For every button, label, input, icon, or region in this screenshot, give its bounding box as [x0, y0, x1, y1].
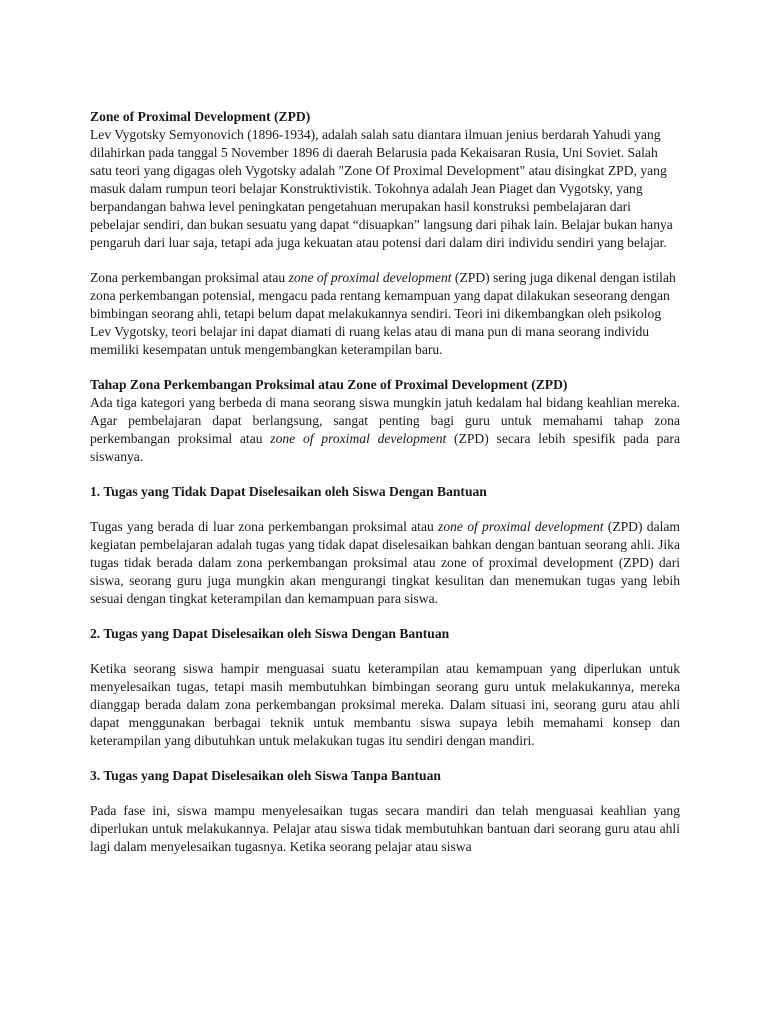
text-run: Ada tiga kategori yang berbeda di mana seorang siswa mungkin jatuh kedalam hal bidang keahlian mereka. Agar pembelajaran dapat berlangsung, sangat penting bagi guru untuk memahami tahap zona perkembangan proksimal atau — [90, 395, 680, 446]
item3-heading: 3. Tugas yang Dapat Diselesaikan oleh Siswa Tanpa Bantuan — [90, 768, 441, 783]
text-run: Zona perkembangan proksimal atau — [90, 270, 289, 285]
section-heading: Tahap Zona Perkembangan Proksimal atau Zone of Proximal Development (ZPD) — [90, 377, 568, 392]
spacer — [90, 643, 680, 660]
italic-term: zone of proximal development — [438, 519, 604, 534]
section-intro-paragraph — [90, 394, 680, 466]
item2-heading: 2. Tugas yang Dapat Diselesaikan oleh Siswa Dengan Bantuan — [90, 626, 450, 641]
italic-term: zone of proximal development — [270, 431, 447, 446]
item1-paragraph — [90, 518, 680, 608]
spacer — [90, 785, 680, 802]
zpd-definition-paragraph — [90, 269, 680, 359]
item1-heading: 1. Tugas yang Tidak Dapat Diselesaikan oleh Siswa Dengan Bantuan — [90, 484, 487, 499]
spacer — [90, 359, 680, 376]
text-run: (ZPD) secara lebih spesifik pada para siswanya. — [90, 431, 680, 464]
spacer — [90, 501, 680, 518]
spacer — [90, 750, 680, 767]
spacer — [90, 252, 680, 269]
text-run: Tugas yang berada di luar zona perkembangan proksimal atau — [90, 519, 439, 534]
document-page — [90, 108, 680, 856]
spacer — [90, 466, 680, 483]
item2-paragraph: Ketika seorang siswa hampir menguasai suatu keterampilan atau kemampuan yang diperlukan untuk menyelesaikan tugas, tetapi masih membutuhkan bimbingan seorang guru untuk melakukannya, mereka dianggap berada dalam zona perkembangan proksimal mereka. Dalam situasi ini, seorang guru atau ahli dapat menggunakan berbagai teknik untuk membantu siswa supaya lebih memahami konsep dan keterampilan yang dibutuhkan untuk melakukan tugas itu sendiri dengan mandiri. — [90, 661, 680, 748]
document-title: Zone of Proximal Development (ZPD) — [90, 109, 311, 124]
text-run: (ZPD) sering juga dikenal dengan istilah zona perkembangan potensial, mengacu pada rentang kemampuan yang dapat dilakukan seseorang dengan bimbingan seorang ahli, tetapi belum dapat melakukannya sendiri. Teori ini dikembangkan oleh psikolog Lev Vygotsky, teori belajar ini dapat diamati di ruang kelas atau di mana pun di mana seorang individu memiliki kesempatan untuk mengembangkan keterampilan baru. — [90, 270, 676, 357]
item3-paragraph: Pada fase ini, siswa mampu menyelesaikan tugas secara mandiri dan telah menguasai keahlian yang diperlukan untuk melakukannya. Pelajar atau siswa tidak membutuhkan bantuan dari seorang guru atau ahli lagi dalam menyelesaikan tugasnya. Ketika seorang pelajar atau siswa — [90, 803, 680, 854]
text-run: (ZPD) dalam kegiatan pembelajaran adalah tugas yang tidak dapat diselesaikan bahkan dengan bantuan seorang ahli. Jika tugas tidak berada dalam zona perkembangan proksimal atau zone of proximal development (ZPD) dari siswa, seorang guru juga mungkin akan mengurangi tingkat kesulitan dan menemukan tugas yang lebih sesuai dengan tingkat keterampilan dan kemampuan para siswa. — [90, 519, 680, 606]
spacer — [90, 608, 680, 625]
intro-paragraph: Lev Vygotsky Semyonovich (1896-1934), adalah salah satu diantara ilmuan jenius berdarah Yahudi yang dilahirkan pada tanggal 5 November 1896 di daerah Belarusia pada Kekaisaran Rusia, Uni Soviet. Salah satu teori yang digagas oleh Vygotsky adalah "Zone Of Proximal Development" atau disingkat ZPD, yang masuk dalam rumpun teori belajar Konstruktivistik. Tokohnya adalah Jean Piaget dan Vygotsky, yang berpandangan bahwa level peningkatan pengetahuan merupakan hasil konstruksi pembelajaran dari pebelajar sendiri, dan bukan sesuatu yang dapat “disuapkan” langsung dari pihak lain. Belajar bukan hanya pengaruh dari luar saja, tetapi ada juga kekuatan atau potensi dari dalam diri individu sendiri yang belajar. — [90, 127, 673, 250]
italic-term: zone of proximal development — [288, 270, 452, 285]
